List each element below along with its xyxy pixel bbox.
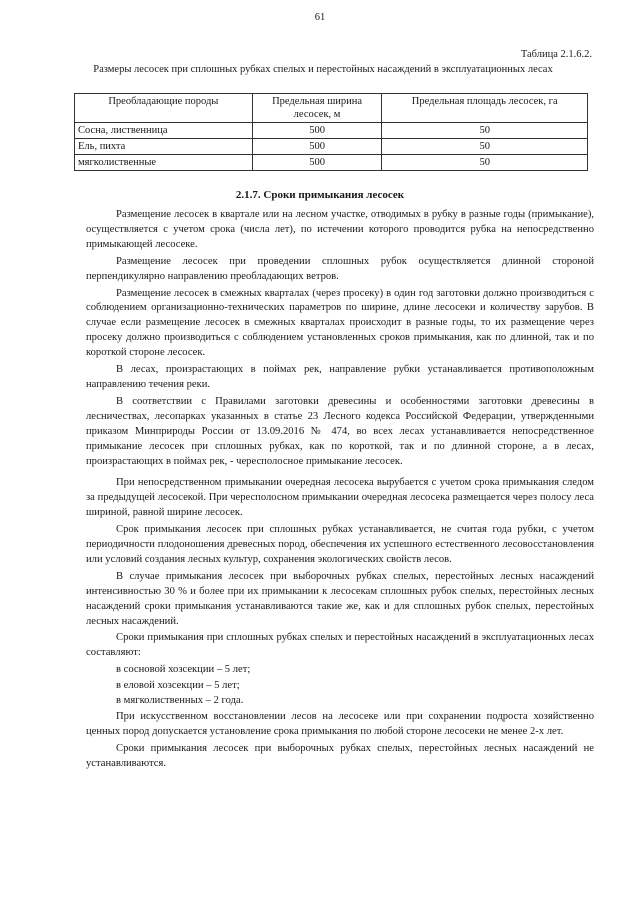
cell-species: Сосна, лиственница — [75, 123, 253, 139]
paragraph: В лесах, произрастающих в поймах рек, направление рубки устанавливается противоположным направлению течения реки. — [86, 364, 594, 390]
header-max-area: Предельная площадь лесосек, га — [382, 94, 588, 123]
cell-species: Ель, пихта — [75, 139, 253, 155]
table-label: Таблица 2.1.6.2. — [520, 49, 592, 60]
paragraph: При непосредственном примыкании очередная лесосека вырубается с учетом срока примыкания следом за предыдущей лесосекой. При чересполосном примыкании очередная лесосека размещается через полосу леса шириной, равной ширине лесосек. — [86, 477, 594, 519]
paragraph: Срок примыкания лесосек при сплошных рубках устанавливается, не считая года рубки, с учетом периодичности плодоношения древесных пород, обеспечения их успешного естественного лесовосстановления или условий создания лесных культур, сохранения экологических свойств лесов. — [86, 524, 594, 565]
paragraph: Размещение лесосек в квартале или на лесном участке, отводимых в рубку в разные годы (примыкание), осуществляется с учетом срока (числа лет), по истечении которого проводится рубка на непосредственно примыкающей лесосеке. — [86, 209, 594, 250]
list-item: в сосновой хозсекции – 5 лет; — [116, 664, 251, 676]
cell-area: 50 — [382, 155, 588, 171]
list-item: в еловой хозсекции – 5 лет; — [116, 679, 240, 691]
table-title: Размеры лесосек при сплошных рубках спелых и перестойных насаждений в эксплуатационных лесах — [93, 64, 553, 75]
section-heading: 2.1.7. Сроки примыкания лесосек — [235, 189, 405, 201]
cell-area: 50 — [382, 123, 588, 139]
header-species: Преобладающие породы — [75, 94, 253, 123]
table-header-row — [75, 94, 588, 123]
table-row — [75, 123, 588, 139]
paragraph: Сроки примыкания при сплошных рубках спелых и перестойных насаждений в эксплуатационных лесах составляют: — [86, 632, 594, 659]
paragraph: В соответствии с Правилами заготовки древесины и особенностями заготовки древесины в лесничествах, лесопарках указанных в статье 23 Лесного кодекса Российской Федерации, утвержденными приказом Минприроды России от 13.09.2016 № 474, во всех лесах устанавливается непосредственное примыкание лесосек при сплошных рубках, как по короткой, так и по длинной стороне, а в лесах, произрастающих в поймах рек, - чересполосное примыкание лесосек. — [86, 395, 594, 467]
list-item: в мягколиственных – 2 года. — [116, 695, 244, 707]
paragraph: Размещение лесосек при проведении сплошных рубок осуществляется длинной стороной перпендикулярно направлению преобладающих ветров. — [86, 255, 594, 282]
cell-species: мягколиственные — [75, 155, 253, 171]
cell-width: 500 — [252, 139, 382, 155]
body-text — [86, 208, 594, 773]
paragraph: При искусственном восстановлении лесов на лесосеке или при сохранении подроста хозяйственно ценных пород допускается установление срока примыкания по любой стороне лесосеки не менее 2-х лет. — [86, 710, 594, 737]
cell-width: 500 — [252, 155, 382, 171]
table-row — [75, 139, 588, 155]
paragraph: Размещение лесосек в смежных кварталах (через просеку) в один год заготовки должно производиться с соблюдением организационно-технических параметров по ширине, длине лесосеки и количеству зарубов. В случае если размещение лесосек в смежных кварталах происходит в разные годы, то их размещение через просеку должно производиться с соблюдением установленных сроков примыкания, как по длинной, так и по короткой стороне лесосек. — [86, 287, 594, 359]
cell-width: 500 — [252, 123, 382, 139]
paragraph: Сроки примыкания лесосек при выборочных рубках спелых, перестойных лесных насаждений не устанавливаются. — [86, 742, 594, 769]
paragraph: В случае примыкания лесосек при выборочных рубках спелых, перестойных лесных насаждений интенсивностью 30 % и более при их примыкании к лесосекам сплошных рубок спелых, перестойных лесных насаждений сроки примыкания устанавливаются такие же, как и для сплошных рубок спелых, перестойных лесных насаждений. — [86, 570, 594, 627]
header-max-width: Предельная ширина лесосек, м — [252, 94, 382, 123]
table-row — [75, 155, 588, 171]
page-number: 61 — [314, 12, 326, 23]
cell-area: 50 — [382, 139, 588, 155]
cutting-area-sizes-table — [74, 93, 588, 171]
